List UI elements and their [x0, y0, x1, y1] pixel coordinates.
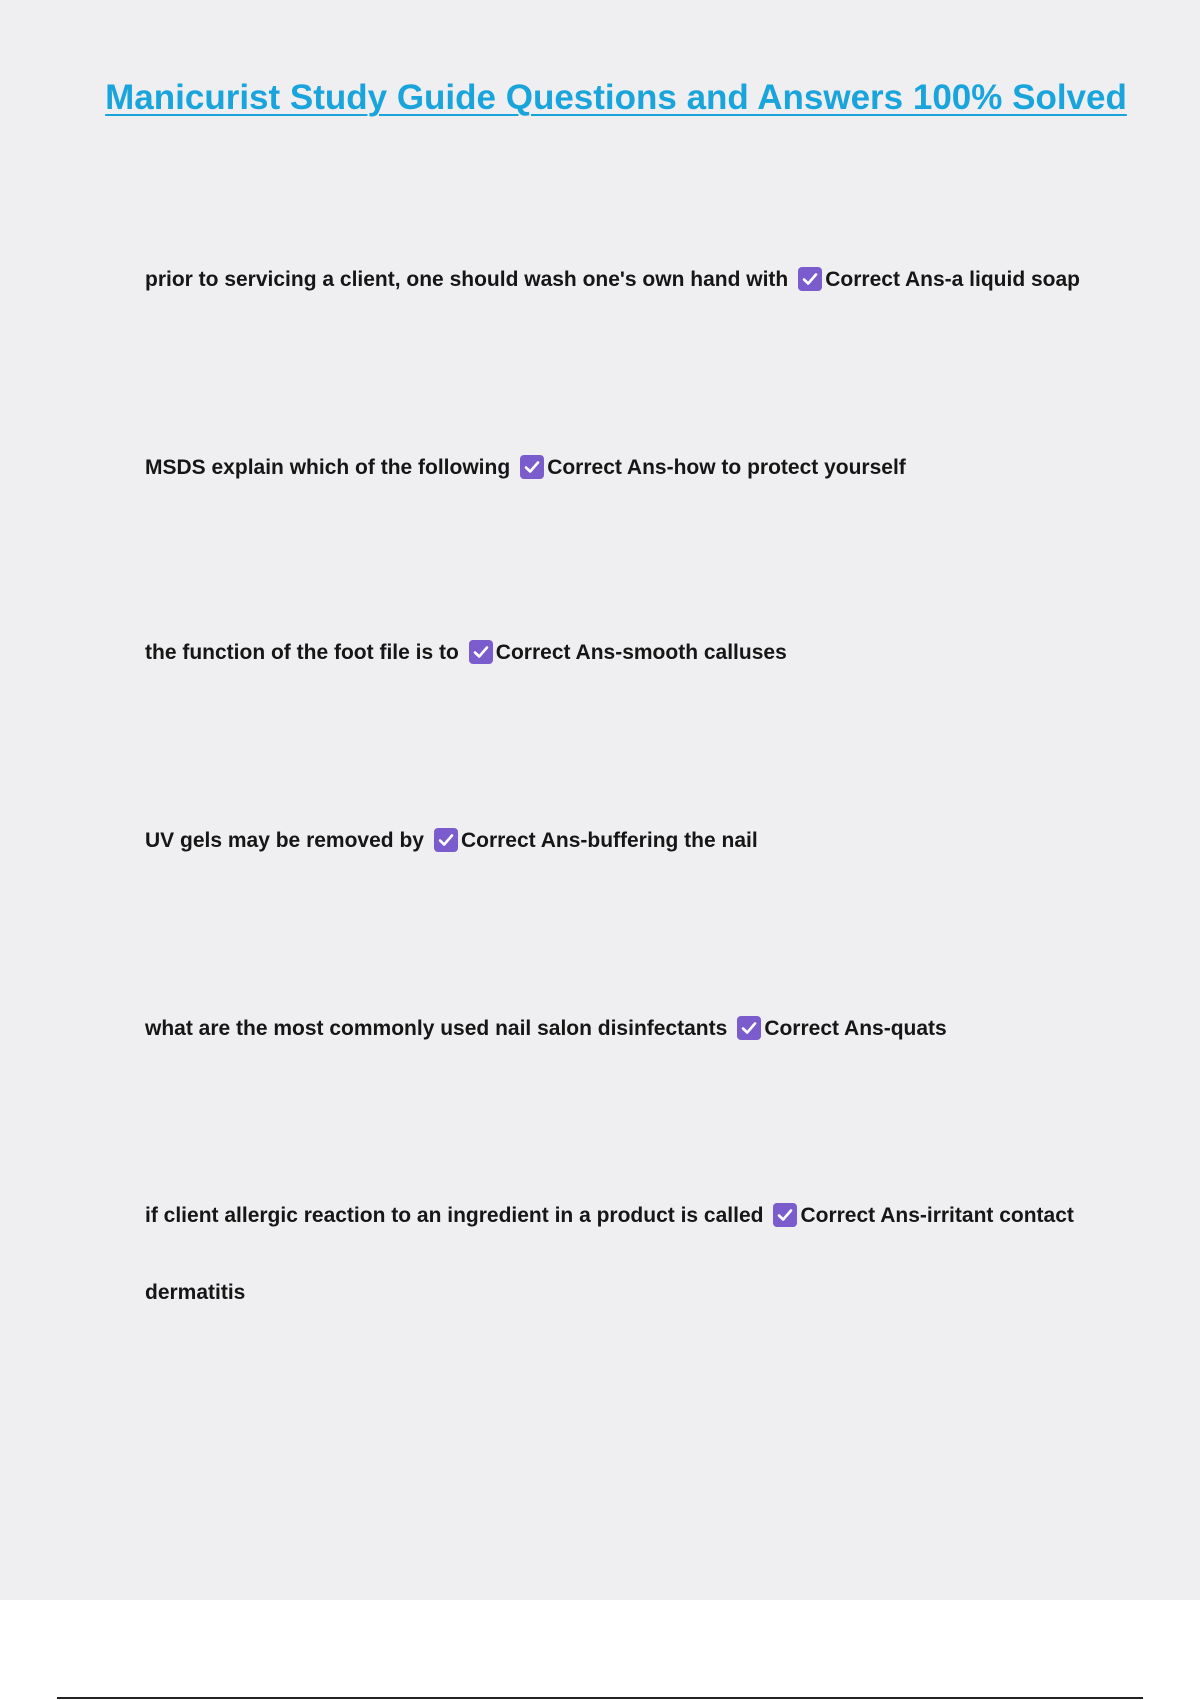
checkbox-checked-icon: [798, 267, 822, 291]
document-title: Manicurist Study Guide Questions and Answers 100% Solved: [105, 78, 1127, 117]
qa-item: [145, 429, 1085, 506]
question-text: the function of the foot file is to: [145, 641, 459, 664]
qa-item: [145, 802, 1085, 879]
answer-text: Correct Ans-a liquid soap: [825, 268, 1081, 291]
checkbox-checked-icon: [737, 1016, 761, 1040]
checkbox-checked-icon: [773, 1203, 797, 1227]
qa-item: [145, 1177, 1085, 1331]
answer-text: Correct Ans-how to protect yourself: [547, 456, 906, 479]
checkbox-checked-icon: [520, 455, 544, 479]
question-text: prior to servicing a client, one should wash one's own hand with: [145, 268, 789, 291]
checkbox-checked-icon: [469, 640, 493, 664]
checkbox-checked-icon: [434, 828, 458, 852]
answer-text: Correct Ans-buffering the nail: [460, 829, 758, 852]
answer-text: Correct Ans-quats: [764, 1017, 947, 1040]
page-footer: [0, 1600, 1200, 1700]
qa-item: [145, 241, 1085, 318]
qa-item: [145, 614, 1085, 691]
answer-text: Correct Ans-irritant contact dermatitis: [145, 1204, 1074, 1304]
footer-divider: [57, 1697, 1143, 1699]
qa-item: [145, 990, 1085, 1067]
question-text: what are the most commonly used nail salon disinfectants: [145, 1017, 728, 1040]
answer-text: Correct Ans-smooth calluses: [495, 641, 787, 664]
question-text: UV gels may be removed by: [145, 829, 424, 852]
question-text: if client allergic reaction to an ingredient in a product is called: [145, 1204, 764, 1227]
question-text: MSDS explain which of the following: [145, 456, 511, 479]
